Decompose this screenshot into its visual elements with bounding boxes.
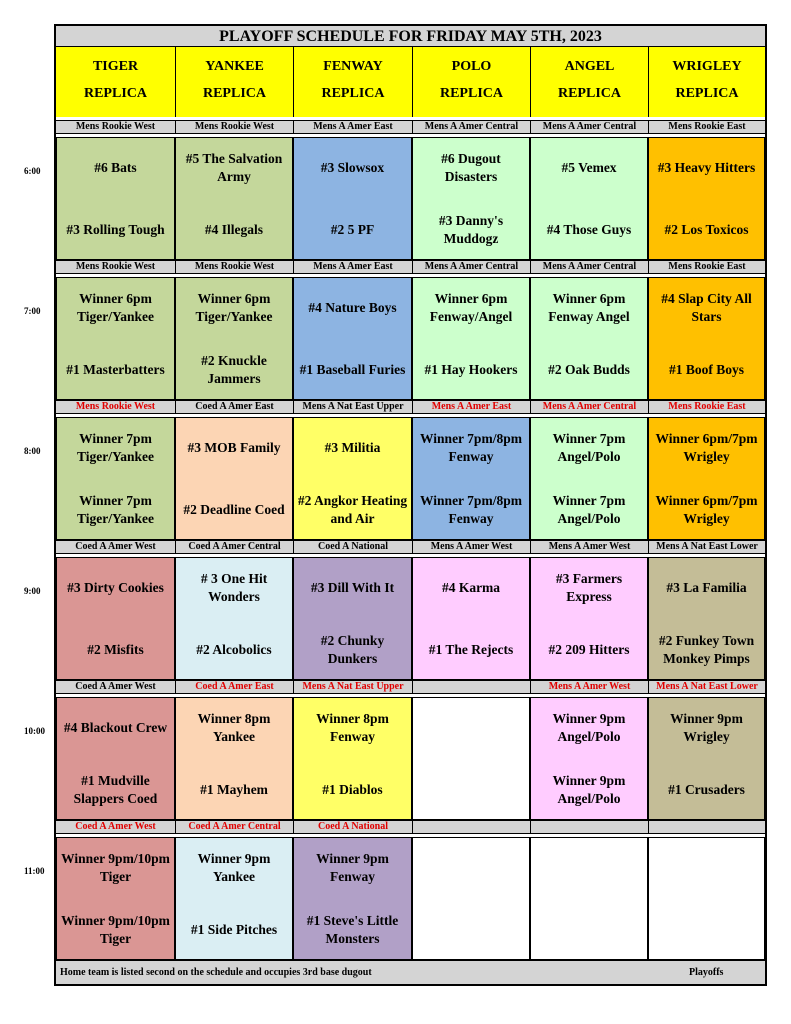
division-label	[412, 820, 530, 834]
division-label: Coed A Amer East	[175, 400, 293, 414]
division-label: Coed A National	[293, 820, 412, 834]
game-cell	[648, 697, 765, 820]
away-team: #4 Blackout Crew	[63, 720, 168, 735]
home-team: #2 Oak Budds	[548, 362, 630, 377]
game-cell	[648, 137, 765, 260]
field-header-polo	[412, 47, 530, 117]
game-cell	[56, 277, 175, 400]
division-label: Coed A Amer Central	[175, 820, 293, 834]
division-label: Coed A Amer Central	[175, 540, 293, 554]
empty-game-cell	[412, 837, 530, 960]
empty-game-cell	[648, 837, 765, 960]
field-subtitle: REPLICA	[439, 86, 503, 101]
field-subtitle: REPLICA	[83, 86, 147, 101]
game-cell	[56, 137, 175, 260]
home-team: Winner 7pm Angel/Polo	[552, 493, 626, 526]
home-team: #2 Deadline Coed	[183, 502, 285, 517]
field-header-fenway	[293, 47, 412, 117]
field-header-yankee	[175, 47, 293, 117]
away-team: #6 Bats	[94, 160, 137, 175]
game-cell	[293, 557, 412, 680]
away-team: #3 Dill With It	[310, 580, 395, 595]
home-team: Winner 7pm/8pm Fenway	[420, 493, 522, 526]
home-team: Winner 9pm Angel/Polo	[552, 773, 626, 806]
home-team: #1 Masterbatters	[66, 362, 165, 377]
away-team: Winner 6pm/7pm Wrigley	[655, 431, 758, 464]
division-label: Mens A Nat East Lower	[648, 540, 765, 554]
field-name: ANGEL	[564, 59, 615, 74]
game-cell	[530, 417, 648, 540]
home-team: #1 Boof Boys	[668, 362, 744, 377]
field-subtitle: REPLICA	[675, 86, 739, 101]
game-cell	[530, 557, 648, 680]
game-cell	[293, 697, 412, 820]
time-label: 9:00	[24, 586, 41, 596]
game-cell	[56, 837, 175, 960]
field-subtitle: REPLICA	[202, 86, 266, 101]
field-subtitle: REPLICA	[321, 86, 385, 101]
empty-game-cell	[530, 837, 648, 960]
field-header-wrigley	[648, 47, 765, 117]
away-team: Winner 6pm Fenway Angel	[548, 291, 630, 324]
time-label: 6:00	[24, 166, 41, 176]
division-label	[530, 820, 648, 834]
game-cell	[412, 557, 530, 680]
division-label: Mens A Nat East Upper	[293, 400, 412, 414]
home-team: Winner 7pm Tiger/Yankee	[77, 493, 154, 526]
field-subtitle: REPLICA	[557, 86, 621, 101]
home-team: #1 Crusaders	[668, 782, 745, 797]
division-label: Coed A Amer East	[175, 680, 293, 694]
division-label: Mens A Nat East Upper	[293, 680, 412, 694]
division-label: Mens A Amer West	[412, 540, 530, 554]
division-label: Coed A Amer West	[56, 680, 175, 694]
away-team: Winner 9pm/10pm Tiger	[61, 851, 170, 884]
home-team: #2 Alcobolics	[196, 642, 272, 657]
away-team: Winner 7pm Angel/Polo	[552, 431, 626, 464]
home-team: #3 Rolling Tough	[66, 222, 165, 237]
game-cell	[293, 137, 412, 260]
away-team: #4 Nature Boys	[308, 300, 397, 315]
away-team: Winner 7pm Tiger/Yankee	[77, 431, 154, 464]
away-team: Winner 6pm Tiger/Yankee	[77, 291, 154, 324]
field-name: POLO	[451, 59, 492, 74]
away-team: #4 Karma	[441, 580, 501, 595]
empty-game-cell	[412, 697, 530, 820]
game-cell	[56, 417, 175, 540]
schedule-title: PLAYOFF SCHEDULE FOR FRIDAY MAY 5TH, 2023	[56, 26, 765, 47]
division-label: Mens A Nat East Lower	[648, 680, 765, 694]
game-cell	[293, 277, 412, 400]
home-team: #2 Misfits	[87, 642, 144, 657]
game-cell	[412, 277, 530, 400]
game-cell	[530, 697, 648, 820]
schedule-footer	[56, 960, 765, 984]
home-team: #2 Knuckle Jammers	[201, 353, 267, 386]
home-team: #2 Funkey Town Monkey Pimps	[658, 633, 755, 666]
time-label: 11:00	[24, 866, 45, 876]
home-team: #1 Side Pitches	[190, 922, 278, 937]
away-team	[533, 844, 645, 892]
home-team: #1 Baseball Furies	[299, 362, 406, 377]
division-label	[412, 680, 530, 694]
division-label: Mens A Amer East	[293, 260, 412, 274]
away-team: #4 Slap City All Stars	[661, 291, 752, 324]
away-team: Winner 6pm Fenway/Angel	[429, 291, 513, 324]
game-cell	[175, 277, 293, 400]
game-cell	[648, 277, 765, 400]
division-label: Mens A Amer West	[530, 540, 648, 554]
away-team: Winner 9pm Fenway	[316, 851, 389, 884]
away-team: Winner 9pm Wrigley	[670, 711, 743, 744]
division-label: Coed A Amer West	[56, 820, 175, 834]
division-label: Mens Rookie West	[56, 400, 175, 414]
away-team: #3 Dirty Cookies	[67, 580, 164, 595]
away-team: Winner 7pm/8pm Fenway	[420, 431, 522, 464]
game-cell	[175, 837, 293, 960]
game-cell	[175, 137, 293, 260]
division-label: Mens Rookie West	[175, 120, 293, 134]
division-label: Mens Rookie East	[648, 120, 765, 134]
home-team: #1 Mayhem	[200, 782, 268, 797]
away-team: Winner 6pm Tiger/Yankee	[195, 291, 273, 324]
game-cell	[530, 137, 648, 260]
field-name: WRIGLEY	[672, 59, 742, 74]
division-label: Mens A Amer East	[293, 120, 412, 134]
away-team	[415, 704, 527, 752]
away-team: #3 La Familia	[666, 580, 747, 595]
game-cell	[648, 417, 765, 540]
game-cell	[175, 557, 293, 680]
away-team	[651, 844, 762, 892]
home-team: Winner 6pm/7pm Wrigley	[655, 493, 758, 526]
game-cell	[412, 137, 530, 260]
game-cell	[293, 417, 412, 540]
away-team: # 3 One Hit Wonders	[200, 571, 268, 604]
footer-label: Playoffs	[689, 967, 724, 978]
home-team: #2 Chunky Dunkers	[320, 633, 385, 666]
division-label: Coed A Amer West	[56, 540, 175, 554]
division-label: Mens Rookie East	[648, 400, 765, 414]
division-label: Mens A Amer Central	[412, 260, 530, 274]
game-cell	[530, 277, 648, 400]
time-label: 8:00	[24, 446, 41, 456]
division-label: Mens Rookie West	[56, 260, 175, 274]
home-team: #4 Illegals	[204, 222, 264, 237]
division-label	[648, 820, 765, 834]
home-team: #4 Those Guys	[546, 222, 632, 237]
division-label: Mens Rookie West	[175, 260, 293, 274]
away-team: #5 The Salvation Army	[185, 151, 283, 184]
away-team: Winner 8pm Fenway	[316, 711, 389, 744]
away-team: Winner 8pm Yankee	[197, 711, 271, 744]
division-label: Mens Rookie West	[56, 120, 175, 134]
game-cell	[56, 697, 175, 820]
home-team: Winner 9pm/10pm Tiger	[61, 913, 170, 946]
away-team: Winner 9pm Yankee	[197, 851, 271, 884]
home-team: #2 Angkor Heating and Air	[297, 493, 408, 526]
game-cell	[412, 417, 530, 540]
field-name: FENWAY	[323, 59, 383, 74]
home-team: #1 Hay Hookers	[424, 362, 518, 377]
away-team: #3 Farmers Express	[555, 571, 623, 604]
away-team: #3 Heavy Hitters	[657, 160, 756, 175]
division-label: Mens Rookie East	[648, 260, 765, 274]
away-team: #5 Vemex	[561, 160, 617, 175]
home-team	[415, 906, 527, 954]
home-team: #2 5 PF	[330, 222, 375, 237]
away-team: #6 Dugout Disasters	[441, 151, 501, 184]
away-team: #3 Militia	[324, 440, 381, 455]
away-team: #3 Slowsox	[320, 160, 385, 175]
time-label: 10:00	[24, 726, 45, 736]
home-team: #2 Los Toxicos	[664, 222, 749, 237]
home-team: #1 Steve's Little Monsters	[306, 913, 399, 946]
game-cell	[648, 557, 765, 680]
away-team: #3 MOB Family	[187, 440, 281, 455]
time-label: 7:00	[24, 306, 41, 316]
game-cell	[175, 417, 293, 540]
home-team	[533, 906, 645, 954]
field-name: YANKEE	[205, 59, 264, 74]
field-name: TIGER	[92, 59, 139, 74]
game-cell	[56, 557, 175, 680]
home-team: #2 209 Hitters	[548, 642, 630, 657]
home-team	[415, 766, 527, 814]
home-team: #1 The Rejects	[428, 642, 514, 657]
division-label: Mens A Amer Central	[530, 120, 648, 134]
away-team	[415, 844, 527, 892]
division-label: Mens A Amer East	[412, 400, 530, 414]
field-header-angel	[530, 47, 648, 117]
field-header-tiger	[56, 47, 175, 117]
division-label: Coed A National	[293, 540, 412, 554]
division-label: Mens A Amer Central	[412, 120, 530, 134]
footer-note: Home team is listed second on the schedule and occupies 3rd base dugout	[60, 967, 372, 978]
home-team	[651, 906, 762, 954]
home-team: #3 Danny's Muddogz	[438, 213, 504, 246]
game-cell	[293, 837, 412, 960]
away-team: Winner 9pm Angel/Polo	[552, 711, 626, 744]
division-label: Mens A Amer Central	[530, 400, 648, 414]
game-cell	[175, 697, 293, 820]
home-team: #1 Mudville Slappers Coed	[73, 773, 158, 806]
division-label: Mens A Amer West	[530, 680, 648, 694]
home-team: #1 Diablos	[322, 782, 383, 797]
division-label: Mens A Amer Central	[530, 260, 648, 274]
